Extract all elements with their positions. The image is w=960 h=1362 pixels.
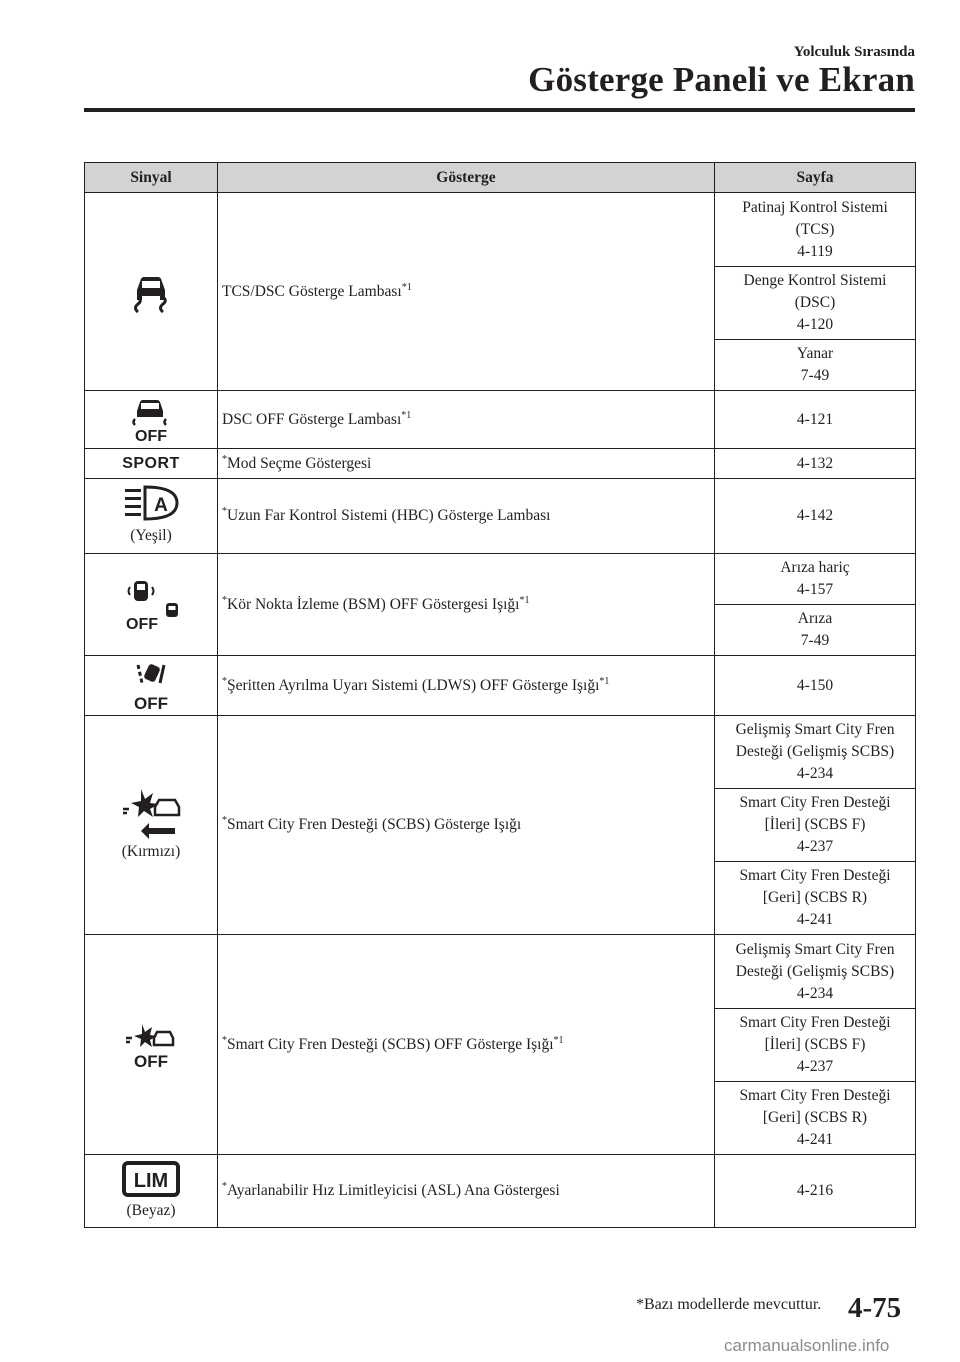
indicator-desc: *Smart City Fren Desteği (SCBS) Gösterge Işığı bbox=[218, 716, 715, 935]
signal-cell bbox=[85, 479, 218, 554]
table-row bbox=[85, 554, 916, 605]
col-header-indicator: Gösterge bbox=[218, 163, 715, 193]
icon-color-caption: (Yeşil) bbox=[130, 527, 172, 544]
signal-cell bbox=[85, 1155, 218, 1228]
table-row bbox=[85, 193, 916, 267]
page-ref: Arıza hariç 4-157 bbox=[715, 554, 916, 605]
signal-cell bbox=[85, 391, 218, 449]
table-row bbox=[85, 1155, 916, 1228]
indicator-desc: *Mod Seçme Göstergesi bbox=[218, 449, 715, 479]
dsc-off-icon bbox=[123, 397, 179, 443]
header-rule bbox=[84, 108, 915, 112]
footnote: *Bazı modellerde mevcuttur. bbox=[636, 1296, 822, 1313]
signal-cell bbox=[85, 554, 218, 656]
bsm-off-icon bbox=[120, 579, 182, 631]
page-ref: Gelişmiş Smart City Fren Desteği (Gelişmiş SCBS) 4-234 bbox=[715, 716, 916, 789]
table-header-row bbox=[85, 163, 916, 193]
tcs-dsc-icon bbox=[129, 270, 173, 314]
table-row bbox=[85, 479, 916, 554]
lim-icon bbox=[121, 1160, 181, 1198]
page-ref: 4-142 bbox=[715, 479, 916, 554]
signal-cell bbox=[85, 193, 218, 391]
hbc-icon bbox=[121, 485, 181, 523]
page-ref: 4-150 bbox=[715, 656, 916, 716]
col-header-signal: Sinyal bbox=[85, 163, 218, 193]
page-ref: Gelişmiş Smart City Fren Desteği (Gelişmiş SCBS) 4-234 bbox=[715, 935, 916, 1009]
icon-color-caption: (Kırmızı) bbox=[121, 843, 181, 860]
col-header-page: Sayfa bbox=[715, 163, 916, 193]
page-number: 4-75 bbox=[848, 1292, 902, 1324]
svg-text:OFF: OFF bbox=[134, 693, 168, 711]
watermark: carmanualsonline.info bbox=[724, 1336, 890, 1355]
indicator-desc: *Uzun Far Kontrol Sistemi (HBC) Gösterge Lambası bbox=[218, 479, 715, 554]
page-ref: 4-132 bbox=[715, 449, 916, 479]
sport-icon: SPORT bbox=[122, 454, 180, 472]
svg-text:A: A bbox=[154, 495, 168, 516]
page-ref: Smart City Fren Desteği [İleri] (SCBS F) 4-237 bbox=[715, 789, 916, 862]
page-ref: Smart City Fren Desteği [İleri] (SCBS F) 4-237 bbox=[715, 1009, 916, 1082]
svg-text:OFF: OFF bbox=[134, 1051, 168, 1070]
page-title: Gösterge Paneli ve Ekran bbox=[528, 60, 915, 99]
page-ref: 4-216 bbox=[715, 1155, 916, 1228]
svg-text:OFF: OFF bbox=[126, 615, 158, 631]
svg-text:LIM: LIM bbox=[133, 1170, 169, 1192]
indicator-desc: *Smart City Fren Desteği (SCBS) OFF Gösterge Işığı$^{*1}$ bbox=[218, 935, 715, 1155]
page-ref: Denge Kontrol Sistemi (DSC) 4-120 bbox=[715, 267, 916, 340]
table-row bbox=[85, 935, 916, 1009]
table-row bbox=[85, 656, 916, 716]
page-ref: Patinaj Kontrol Sistemi (TCS) 4-119 bbox=[715, 193, 916, 267]
indicator-desc: DSC OFF Gösterge Lambası$^{*1}$ bbox=[218, 391, 715, 449]
page-ref: 4-121 bbox=[715, 391, 916, 449]
indicator-desc: *Şeritten Ayrılma Uyarı Sistemi (LDWS) OFF Gösterge Işığı$^{*1}$ bbox=[218, 656, 715, 716]
page-ref: Smart City Fren Desteği [Geri] (SCBS R) 4-241 bbox=[715, 1082, 916, 1155]
scbs-icon bbox=[119, 787, 183, 839]
indicator-desc: *Ayarlanabilir Hız Limitleyicisi (ASL) Ana Göstergesi bbox=[218, 1155, 715, 1228]
signal-cell bbox=[85, 716, 218, 935]
signal-cell bbox=[85, 935, 218, 1155]
indicator-desc: *Kör Nokta İzleme (BSM) OFF Göstergesi Işığı$^{*1}$ bbox=[218, 554, 715, 656]
signal-cell bbox=[85, 656, 218, 716]
ldws-off-icon bbox=[126, 661, 176, 711]
page-ref: Yanar 7-49 bbox=[715, 340, 916, 391]
table-row bbox=[85, 449, 916, 479]
signal-cell bbox=[85, 449, 218, 479]
page-ref: Smart City Fren Desteği [Geri] (SCBS R) 4-241 bbox=[715, 862, 916, 935]
indicator-table bbox=[84, 162, 916, 1228]
indicator-desc: TCS/DSC Gösterge Lambası$^{*1}$ bbox=[218, 193, 715, 391]
icon-color-caption: (Beyaz) bbox=[126, 1202, 176, 1219]
table-row bbox=[85, 716, 916, 789]
scbs-off-icon bbox=[124, 1020, 178, 1070]
section-title: Yolculuk Sırasında bbox=[793, 44, 915, 60]
svg-text:OFF: OFF bbox=[135, 427, 167, 443]
table-row bbox=[85, 391, 916, 449]
page-ref: Arıza 7-49 bbox=[715, 605, 916, 656]
